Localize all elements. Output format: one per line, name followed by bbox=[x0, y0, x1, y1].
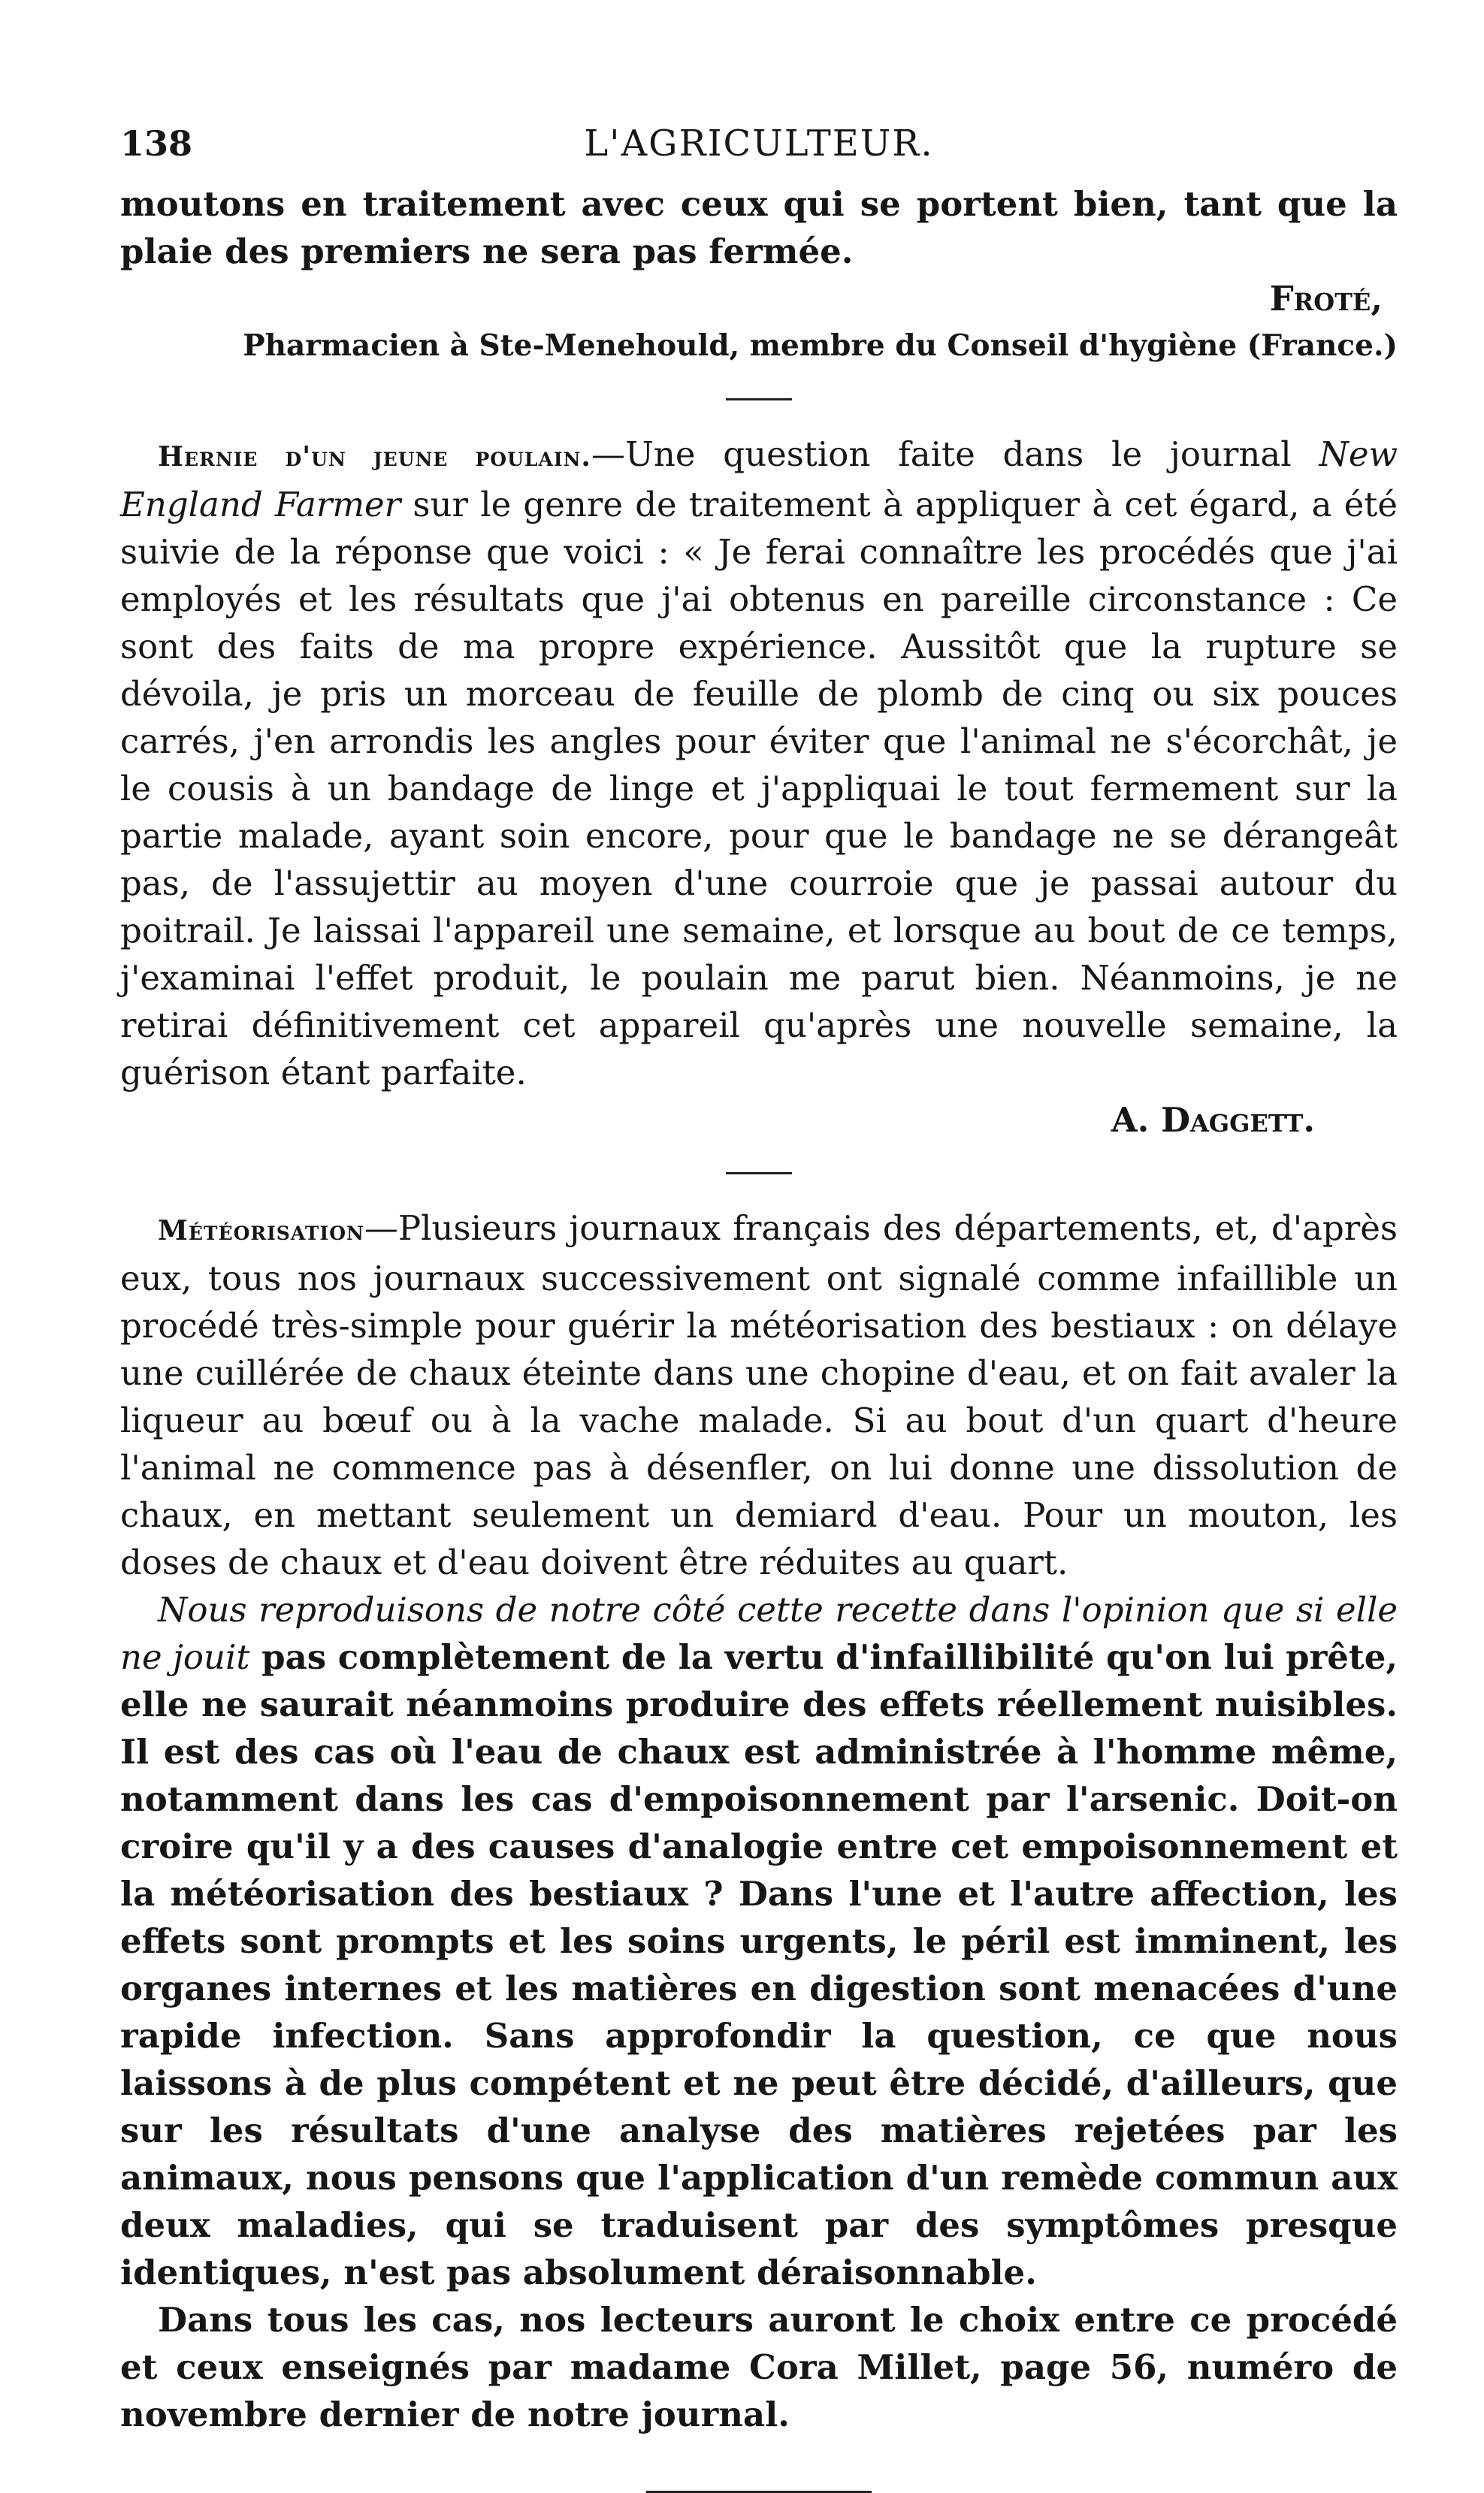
section3-paragraph-1-text: —Plusieurs journaux français des départements, et, d'après eux, tous nos journaux successivement ont signalé comme infaillible un procédé très-simple pour guérir la météorisation des bestiaux : on délaye une cuillérée de chaux éteinte dans une chopine d'eau, et on fait avaler la liqueur au bœuf ou à la vache malade. Si au bout d'un quart d'heure l'animal ne commence pas à désenfler, on lui donne une dissolution de chaux, en mettant seulement un demiard d'eau. Pour un mouton, les doses de chaux et d'eau doivent être réduites au quart. bbox=[120, 1208, 1398, 1582]
section2-body: sur le genre de traitement à appliquer à cet égard, a été suivie de la réponse que voici : « Je ferai connaître les procédés que j'ai employés et les résultats que j'ai obtenus en pareille circonstance : Ce sont des faits de ma propre expérience. Aussitôt que la rupture se dévoila, je pris un morceau de feuille de plomb de cinq ou six pouces carrés, j'en arrondis les angles pour éviter que l'animal ne s'écorchât, je le cousis à un bandage de linge et j'appliquai le tout fermement sur la partie malade, ayant soin encore, pour que le bandage ne se dérangeât pas, de l'assujettir au moyen d'une courroie que je passai autour du poitrail. Je laissai l'appareil une semaine, et lorsque au bout de ce temps, j'examinai l'effet produit, le poulain me parut bien. Néanmoins, je ne retirai définitivement cet appareil qu'après une nouvelle semaine, la guérison étant parfaite. bbox=[120, 485, 1398, 1092]
section3-heading: Météorisation bbox=[158, 1215, 364, 1246]
section2-paragraph bbox=[120, 431, 1398, 1096]
section1-affiliation: Pharmacien à Ste-Menehould, membre du Conseil d'hygiène (France.) bbox=[243, 328, 1398, 363]
section3-paragraph-2 bbox=[120, 1586, 1398, 2296]
section2-journal-name: New England Farmer bbox=[120, 434, 1398, 524]
section3-paragraph-1 bbox=[120, 1204, 1398, 1586]
section3-paragraph-2-italic: Nous reproduisons de notre côté cette recette dans l'opinion que si elle ne jouit bbox=[120, 1590, 1398, 1677]
section1-author: Froté, bbox=[1269, 279, 1383, 319]
section-divider-1 bbox=[726, 398, 792, 400]
document-page bbox=[120, 120, 1398, 2434]
page-number: 138 bbox=[120, 123, 193, 164]
section2-author: A. Daggett. bbox=[1111, 1100, 1315, 1140]
section2-heading: Hernie d'un jeune poulain. bbox=[158, 441, 591, 473]
section2-intro: —Une question faite dans le journal bbox=[591, 434, 1319, 474]
section1-continuation: moutons en traitement avec ceux qui se portent bien, tant que la plaie des premiers ne sera pas fermée. bbox=[120, 184, 1398, 271]
running-head bbox=[120, 120, 1398, 173]
section3-paragraph-3: Dans tous les cas, nos lecteurs auront le choix entre ce procédé et ceux enseignés par madame Cora Millet, page 56, numéro de novembre dernier de notre journal. bbox=[120, 2300, 1398, 2434]
section3-paragraph-2-text: pas complètement de la vertu d'infaillibilité qu'on lui prête, elle ne saurait néanmoins produire des effets réellement nuisibles. Il est des cas où l'eau de chaux est administrée à l'homme même, notamment dans les cas d'empoisonnement par l'arsenic. Doit-on croire qu'il y a des causes d'analogie entre cet empoisonnement et la météorisation des bestiaux ? Dans l'une et l'autre affection, les effets sont prompts et les soins urgents, le péril est imminent, les organes internes et les matières en digestion sont menacées d'une rapide infection. Sans approfondir la question, ce que nous laissons à de plus compétent et ne peut être décidé, d'ailleurs, que sur les résultats d'une analyse des matières rejetées par les animaux, nous pensons que l'application d'un remède commun aux deux maladies, qui se traduisent par des symptômes presque identiques, n'est pas absolument déraisonnable. bbox=[120, 1637, 1398, 2292]
section-divider-2 bbox=[726, 1172, 792, 1174]
running-title: L'AGRICULTEUR. bbox=[584, 122, 934, 165]
